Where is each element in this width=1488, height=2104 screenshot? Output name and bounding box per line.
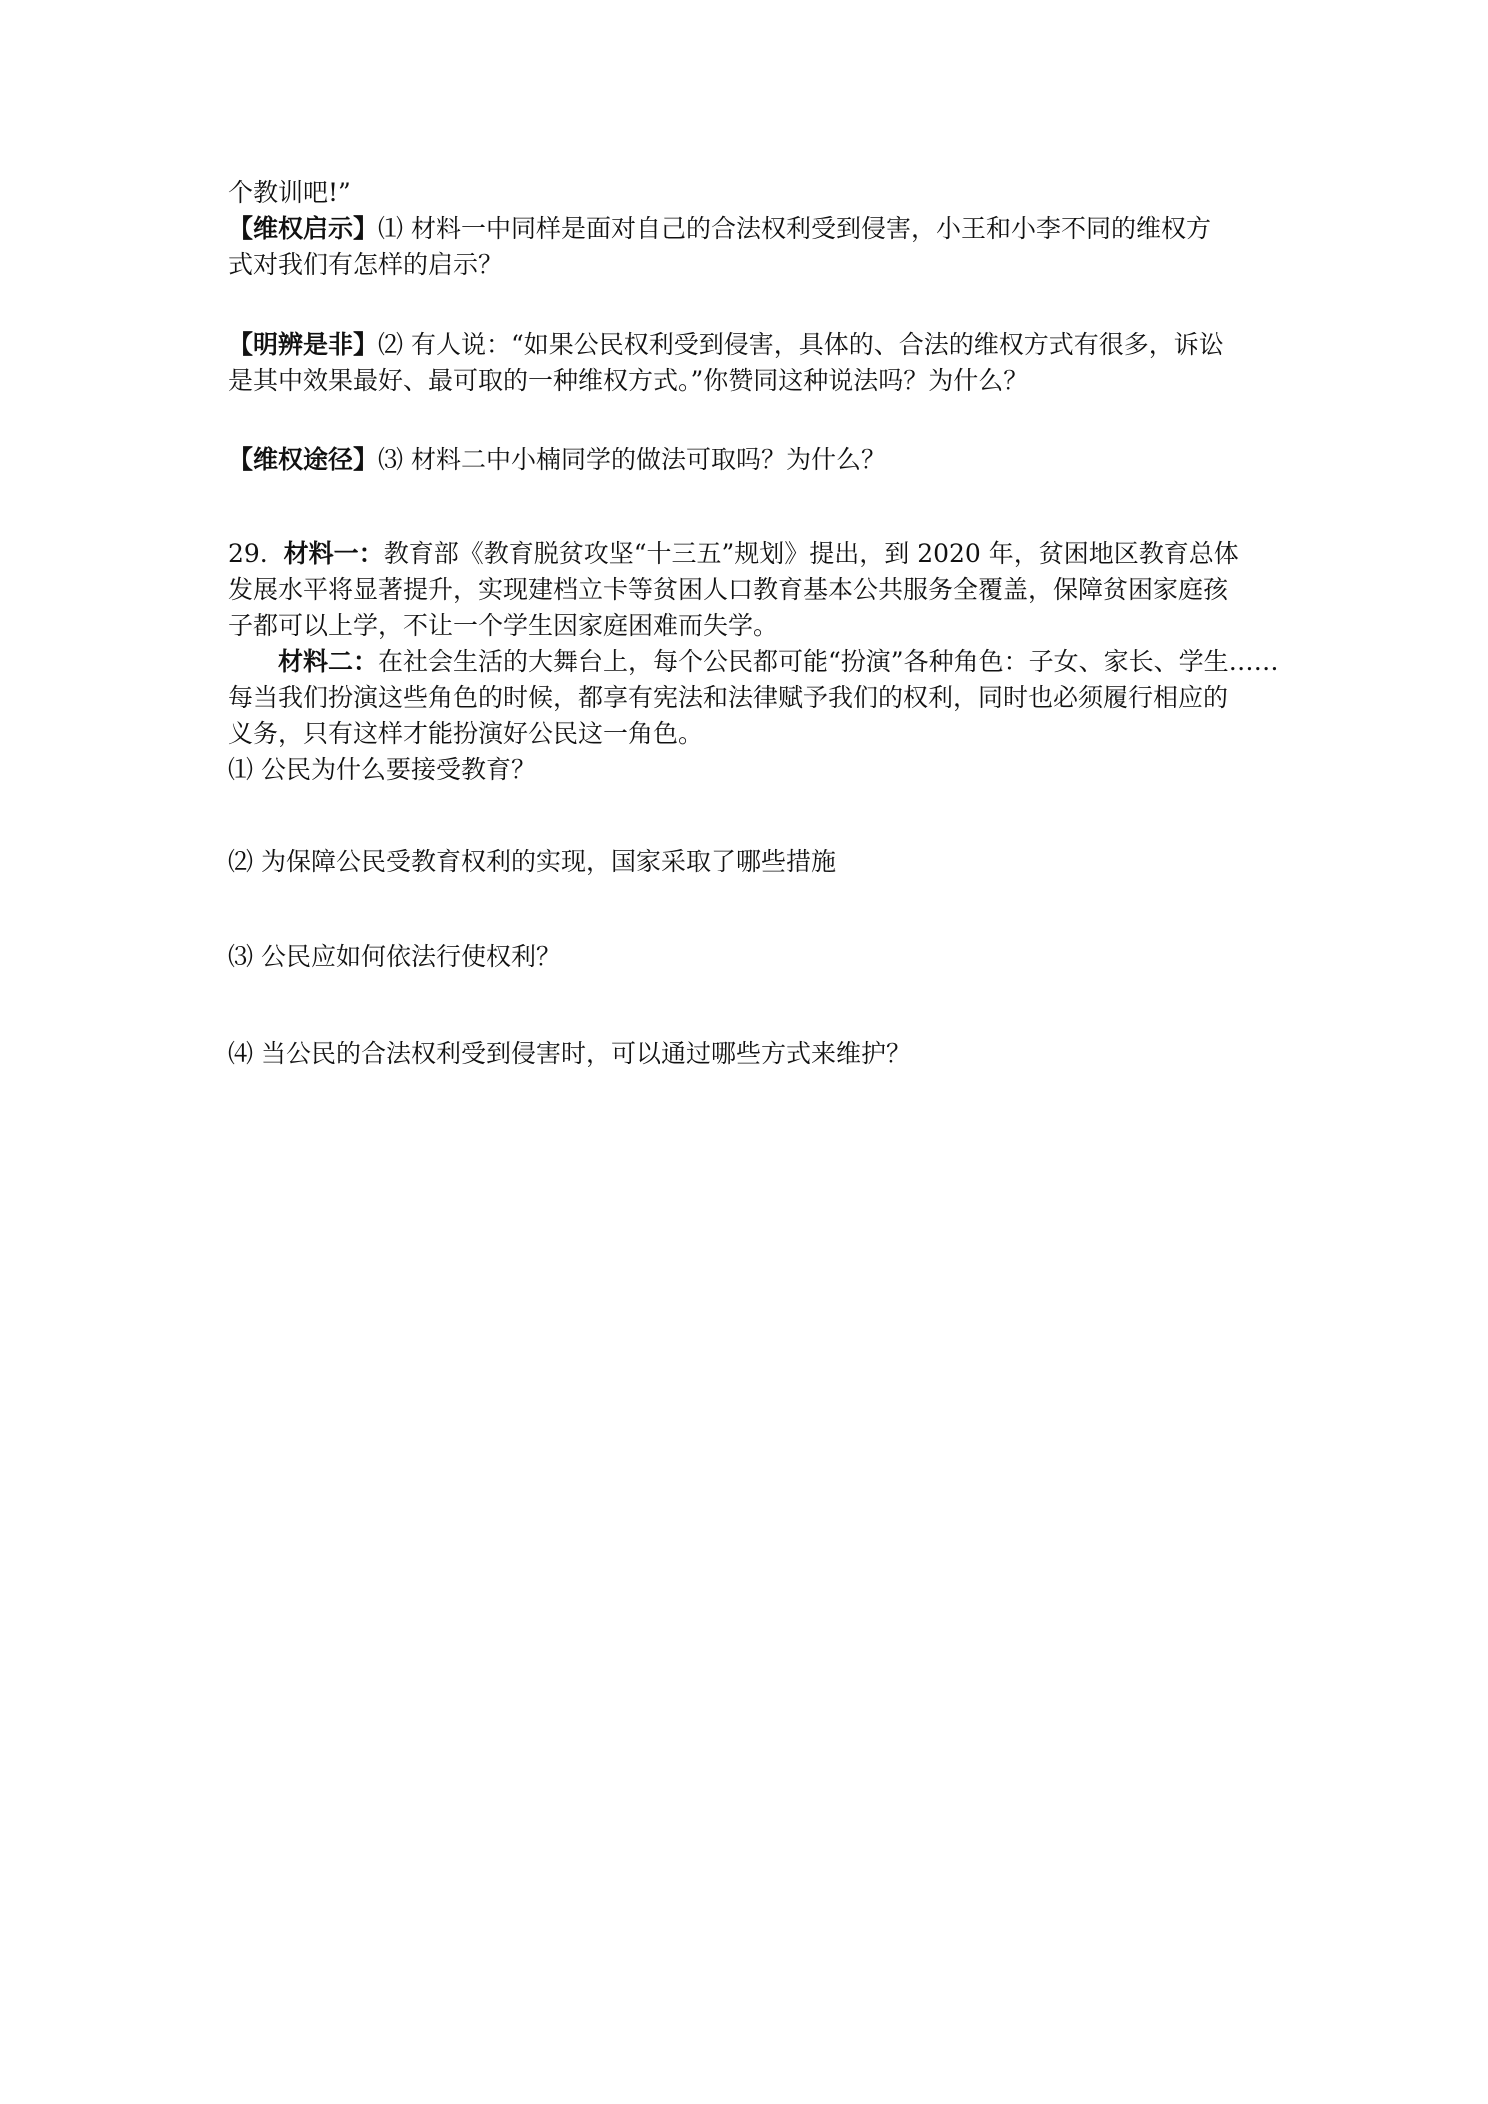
q29-sub-question-2: ⑵ 为保障公民受教育权利的实现，国家采取了哪些措施 (228, 847, 836, 876)
q2-line-1 (228, 328, 1268, 362)
q1-tag: 【维权启示】 (228, 214, 379, 243)
q3-tag: 【维权途径】 (228, 445, 379, 474)
q29-sub-question-4: ⑷ 当公民的合法权利受到侵害时，可以通过哪些方式来维护？ (228, 1039, 911, 1068)
q2-text-1: ⑵ 有人说：“如果公民权利受到侵害，具体的、合法的维权方式有很多，诉讼 (378, 330, 1224, 359)
q29-sub-question-1: ⑴ 公民为什么要接受教育？ (228, 755, 536, 784)
q29-material-1-line-1 (228, 537, 1268, 571)
prev-question-tail: 个教训吧!” (228, 178, 351, 207)
q3-line-1 (228, 443, 1268, 477)
q29-material-1-line-3: 子都可以上学，不让一个学生因家庭困难而失学。 (228, 611, 779, 640)
q29-number: 29. (228, 539, 268, 568)
q29-material-2-line-3: 义务，只有这样才能扮演好公民这一角色。 (228, 719, 704, 748)
q2-line-2: 是其中效果最好、最可取的一种维权方式。”你赞同这种说法吗？为什么？ (228, 366, 1029, 395)
q2-tag: 【明辨是非】 (228, 330, 379, 359)
q1-line-2: 式对我们有怎样的启示？ (228, 250, 504, 279)
q1-line-1 (228, 212, 1268, 246)
q29-material-1-text-1: 教育部《教育脱贫攻坚“十三五”规划》提出，到 2020 年，贫困地区教育总体 (383, 539, 1239, 568)
q1-text-1: ⑴ 材料一中同样是面对自己的合法权利受到侵害，小王和小李不同的维权方 (378, 214, 1211, 243)
q29-material-1-label: 材料一： (283, 539, 384, 568)
q29-material-2-label: 材料二： (278, 647, 379, 676)
q29-material-2-line-1 (278, 645, 1279, 679)
q29-material-1-line-2: 发展水平将显著提升，实现建档立卡等贫困人口教育基本公共服务全覆盖，保障贫困家庭孩 (228, 575, 1229, 604)
q29-sub-question-3: ⑶ 公民应如何依法行使权利？ (228, 942, 561, 971)
q3-text-1: ⑶ 材料二中小楠同学的做法可取吗？为什么？ (378, 445, 886, 474)
q29-material-2-text-1: 在社会生活的大舞台上，每个公民都可能“扮演”各种角色：子女、家长、学生…… (378, 647, 1279, 676)
q29-material-2-line-2: 每当我们扮演这些角色的时候，都享有宪法和法律赋予我们的权利，同时也必须履行相应的 (228, 683, 1229, 712)
